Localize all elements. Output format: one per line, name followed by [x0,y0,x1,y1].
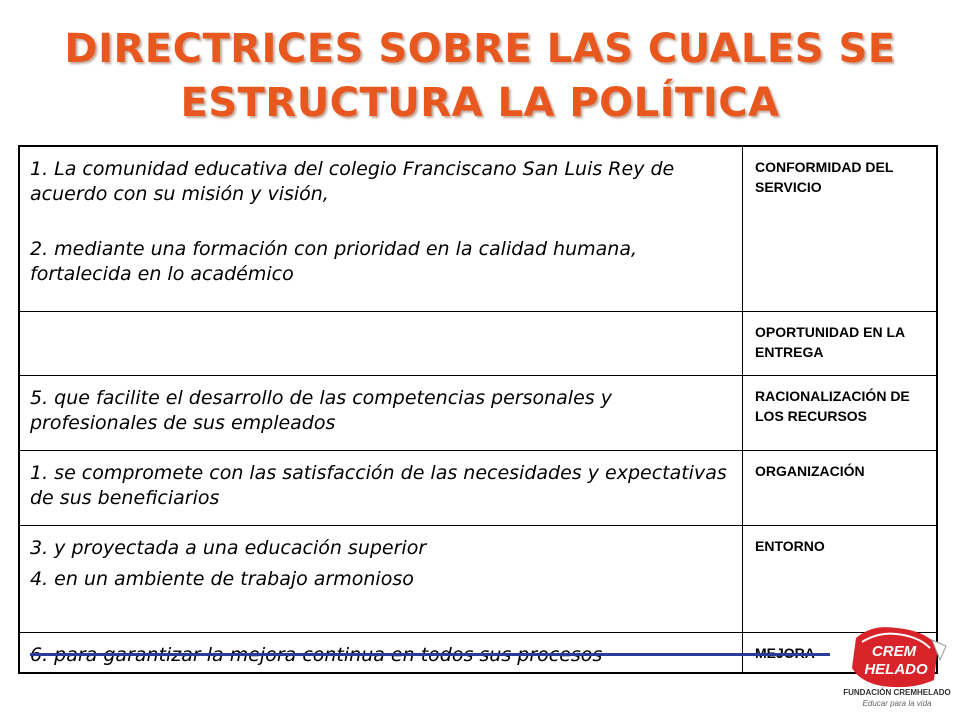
criterion-cell: CONFORMIDAD DEL SERVICIO [743,146,938,312]
svg-text:CREM: CREM [871,643,917,660]
svg-text:HELADO: HELADO [864,661,928,678]
directive-cell [19,451,743,526]
directive-text: 2. mediante una formación con prioridad en la calidad humana, fortalecida en lo académico [30,238,638,285]
table-row [19,526,937,633]
directives-table-wrap [18,145,938,674]
directive-text: 3. y proyectada a una educación superior [30,537,427,559]
table-row [19,312,937,376]
bottom-rule [30,653,830,656]
table-row [19,451,937,526]
criterion-cell: ENTORNO [743,526,938,633]
foundation-name: FUNDACIÓN CREMHELADO [843,688,951,697]
directive-text: 1. La comunidad educativa del colegio Franciscano San Luis Rey de acuerdo con su misión y visión, [30,158,675,205]
directive-cell [19,526,743,633]
foundation-slogan: Educar para la vida [862,699,932,708]
directive-cell-empty [19,312,743,376]
table-row [19,376,937,451]
directive-text: 5. que facilite el desarrollo de las competencias personales y profesionales de sus empleados [30,387,612,434]
title-line-2: ESTRUCTURA LA POLÍTICA [180,80,780,126]
criterion-cell: OPORTUNIDAD EN LA ENTREGA [743,312,938,376]
page-title [0,22,960,130]
title-line-1: DIRECTRICES SOBRE LAS CUALES SE [64,26,896,72]
directive-text: 4. en un ambiente de trabajo armonioso [30,568,414,590]
table-row [19,146,937,312]
criterion-cell: ORGANIZACIÓN [743,451,938,526]
directive-text: 1. se compromete con las satisfacción de las necesidades y expectativas de sus beneficiarios [30,462,727,509]
criterion-cell: RACIONALIZACIÓN DE LOS RECURSOS [743,376,938,451]
directive-cell [19,146,743,312]
directives-table [18,145,938,674]
directive-cell [19,376,743,451]
